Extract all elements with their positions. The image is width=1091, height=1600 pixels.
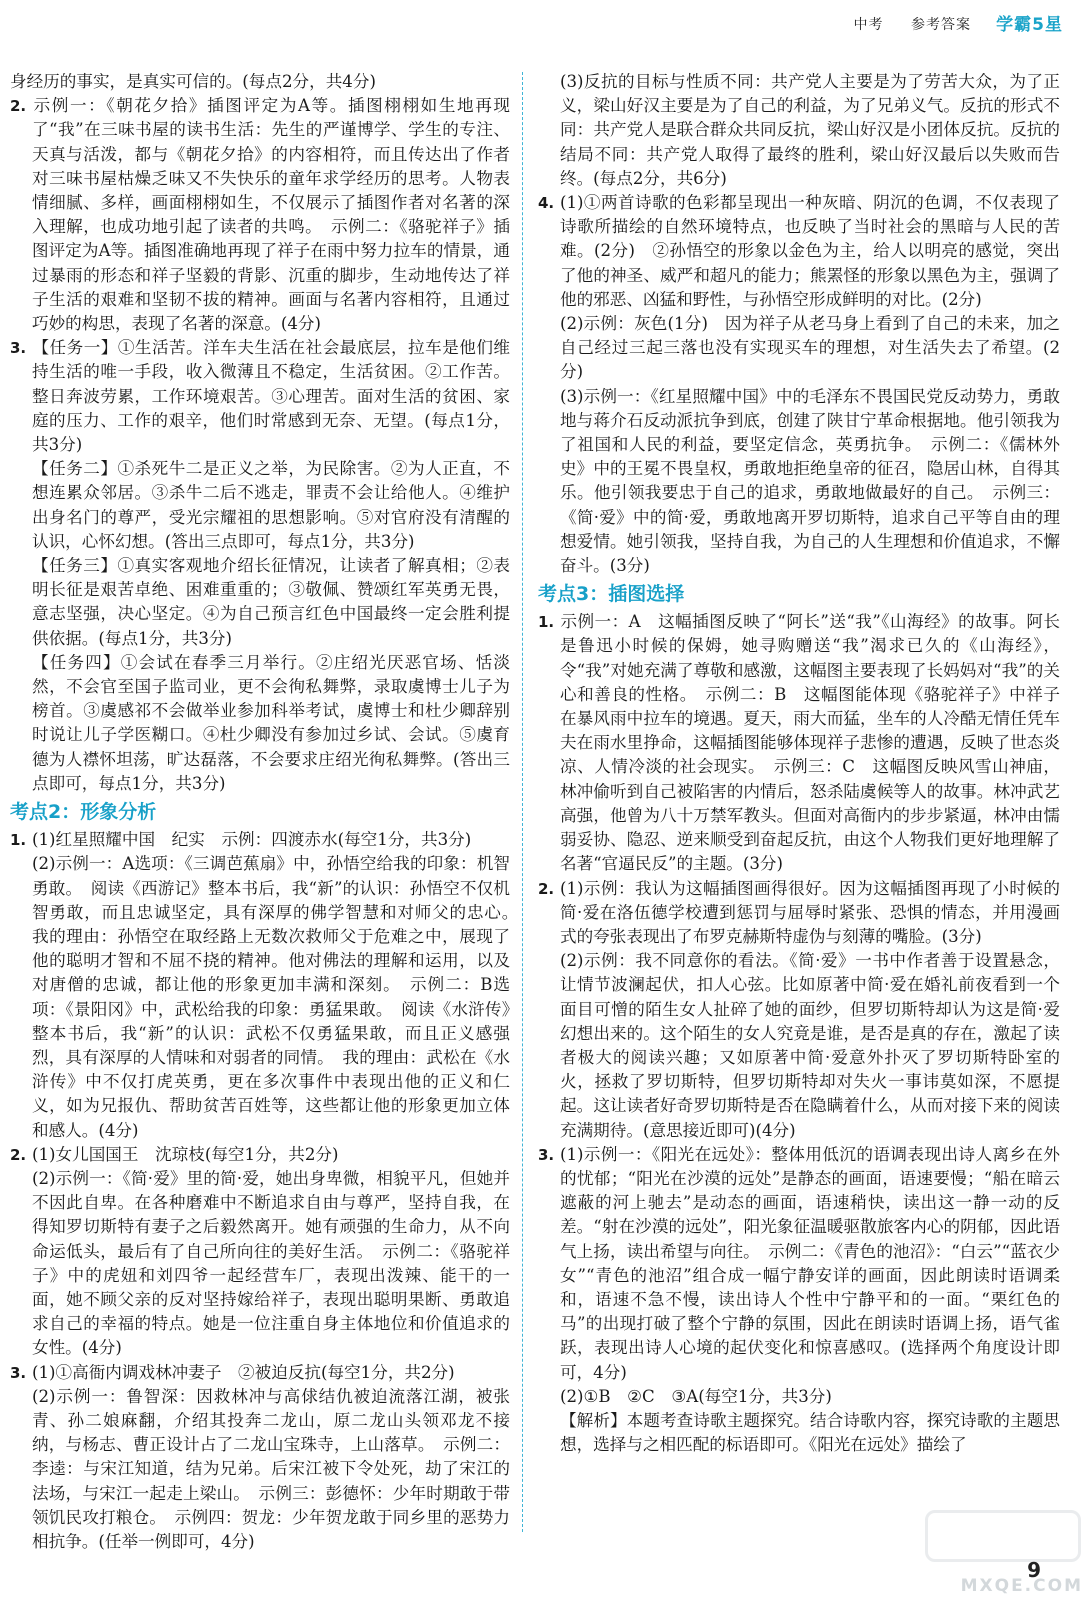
left-column (10, 70, 527, 1552)
item-text: (1)示例一：《阳光在远处》：整体用低沉的语调表现出诗人离乡在外的忧郁；“阳光在沙漠的远处”是静态的画面，语速要慢；“船在暗云遮蔽的河上驰去”是动态的画面，语速稍快，读出这一静一动的反差。“射在沙漠的远处”，阳光象征温暖驱散旅客内心的阴郁，因此语气上扬，读出希望与向往。 示例二：《青色的池沼》：“白云”“蓝衣少女”“青色的池沼”组合成一幅宁静安详的画面，因此朗读时语调柔和，语速不急不慢，读出诗人个性中宁静平和的一面。“栗红色的马”的出现打破了整个宁静的氛围，因此在朗读时语调上扬，语气雀跃，表现出诗人心境的起伏变化和惊喜感叹。(选择两个角度设计即可，4分) (560, 1144, 1060, 1382)
item-text: (1)女儿国国王 沈琼枝(每空1分，共2分) (32, 1144, 339, 1164)
item-number: 1. (538, 613, 555, 632)
item-text: (1)示例：我认为这幅插图画得很好。因为这幅插图再现了小时候的简·爱在洛伍德学校遭到惩罚与屈辱时紧张、恐惧的情态，并用漫画式的夸张表现出了布罗克赫斯特虚伪与刻薄的嘴脸。(3分) (560, 878, 1060, 946)
section-title: 插图选择 (608, 583, 685, 606)
answer-paragraph: (2)示例：我不同意你的看法。《简·爱》一书中作者善于设置悬念，让情节波澜起伏，扣人心弦。比如原著中简·爱在婚礼前夜看到一个面目可憎的陌生女人扯碎了她的面纱，但罗切斯特却认为这是简·爱幻想出来的。这个陌生的女人究竟是谁，是否是真的存在，激起了读者极大的阅读兴趣；又如原著中简·爱意外扑灭了罗切斯特卧室的火，拯救了罗切斯特，但罗切斯特却对失火一事讳莫如深，不愿提起。这让读者好奇罗切斯特是否在隐瞒着什么，从而对接下来的阅读充满期待。(意思接近即可)(4分) (560, 951, 1060, 1140)
section-label: 考点2： (10, 801, 81, 824)
item-number: 2. (538, 879, 555, 898)
answer-paragraph: (2)示例一：《简·爱》里的简·爱，她出身卑微，相貌平凡，但她并不因此自卑。在各种磨难中不断追求自由与尊严，坚持自我，在得知罗切斯特有妻子之后毅然离开。她有顽强的生命力，从不向命运低头，最后有了自己所向往的美好生活。 示例二：《骆驼祥子》中的虎妞和刘四爷一起经营车厂，表现出泼辣、能干的一面，她不顾父亲的反对坚持嫁给祥子，表现出聪明果断、勇敢追求自己的幸福的特点。她是一位注重自身主体地位和价值追求的女性。(4分) (32, 1168, 510, 1358)
item-number: 2. (10, 1145, 27, 1164)
answer-item (538, 1143, 1060, 1385)
section-heading (538, 580, 1060, 608)
answer-paragraph: 【任务二】①杀死牛二是正义之举，为民除害。②为人正直，不想连累众邻居。③杀牛二后不逃走，罪责不会让给他人。④维护出身名门的尊严，受光宗耀祖的思想影响。⑤对官府没有清醒的认识，心怀幻想。(答出三点即可，每点1分，共3分) (32, 459, 510, 551)
answer-item (538, 877, 1060, 950)
item-number: 1. (10, 831, 27, 850)
answer-paragraph: (2)示例：灰色(1分) 因为祥子从老马身上看到了自己的未来，加之自己经过三起三落也没有实现买车的理想，对生活失去了希望。(2分) (560, 314, 1060, 382)
item-text: 【任务一】①生活苦。洋车夫生活在社会最底层，拉车是他们维持生活的唯一手段，收入微薄且不稳定，生活贫困。②工作苦。整日奔波劳累，工作环境艰苦。③心理苦。面对生活的贫困、家庭的压力、工作的艰辛，他们时常感到无奈、无望。(每点1分，共3分) (32, 338, 510, 455)
answer-item (10, 1143, 510, 1167)
item-text: (1)①高衙内调戏林冲妻子 ②被迫反抗(每空1分，共2分) (32, 1362, 455, 1382)
answer-item (538, 191, 1060, 312)
watermark-stamp (925, 1510, 1081, 1562)
brand-logo: 学霸5星 (996, 15, 1063, 35)
header-labels (832, 14, 971, 34)
answer-item (10, 94, 510, 336)
answer-paragraph: (2)①B ②C ③A(每空1分，共3分) (560, 1386, 832, 1406)
answer-paragraph: 【任务四】①会试在春季三月举行。②庄绍光厌恶官场、恬淡然，不会官至国子监司业，更不会徇私舞弊，录取虞博士儿子为榜首。③虞感祁不会做举业参加科举考试，虞博士和杜少卿辞别时说让儿子学医糊口。④杜少卿没有参加过乡试、会试。⑤虞育德为人襟怀坦荡，旷达磊落，不会要求庄绍光徇私舞弊。(答出三点即可，每点1分，共3分) (32, 652, 510, 793)
answer-paragraph: (3)示例一：《红星照耀中国》中的毛泽东不畏国民党反动势力，勇敢地与蒋介石反动派抗争到底，创建了陕甘宁革命根据地。他引领我为了祖国和人民的利益，要坚定信念，英勇抗争。 示例二：《儒林外史》中的王冕不畏皇权，勇敢地拒绝皇帝的征召，隐居山林，自得其乐。他引领我要忠于自己的追求，勇敢地做最好的自己。 示例三：《简·爱》中的简·爱，勇敢地离开罗切斯特，追求自己平等自由的理想爱情。她引领我，坚持自我，为自己的人生理想和价值追求，不懈奋斗。(3分) (560, 386, 1060, 576)
answer-paragraph: 【任务三】①真实客观地介绍长征情况，让读者了解真相；②表明长征是艰苦卓绝、困难重重的；③敬佩、赞颂红军英勇无畏，意志坚强，决心坚定。④为自己预言红色中国最终一定会胜利提供依据。(每点1分，共3分) (32, 556, 510, 648)
answer-paragraph: (2)示例一：鲁智深：因救林冲与高俅结仇被迫流落江湖，被张青、孙二娘麻翻，介绍其投奔二龙山，原二龙山头领邓龙不接纳，与杨志、曹正设计占了二龙山宝珠寺，上山落草。 示例二：李逵：与宋江知道，结为兄弟。后宋江被下令处死，劫了宋江的法场，与宋江一起走上梁山。 示例三：彭德怀：少年时期敢于带领饥民攻打粮仓。 示例四：贺龙：少年贺龙敢于同乡里的恶势力相抗争。(任举一例即可，4分) (32, 1386, 510, 1551)
section-title: 形象分析 (80, 801, 157, 824)
item-number: 4. (538, 194, 555, 213)
item-number: 2. (10, 97, 27, 116)
item-text: (1)红星照耀中国 纪实 示例：四渡赤水(每空1分，共3分) (32, 830, 472, 850)
answer-paragraph: 身经历的事实，是真实可信的。(每点2分，共4分) (10, 72, 376, 91)
header-answers: 参考答案 (911, 17, 971, 33)
answer-paragraph: (3)反抗的目标与性质不同：共产党人主要是为了劳苦大众，为了正义，梁山好汉主要是为了自己的利益，为了兄弟义气。反抗的形式不同：共产党人是联合群众共同反抗，梁山好汉是小团体反抗。反抗的结局不同：共产党人取得了最终的胜利，梁山好汉最后以失败而告终。(每点2分，共6分) (560, 72, 1060, 188)
column-divider (522, 72, 523, 1532)
page-number: 9 (1027, 1558, 1041, 1582)
item-text: (1)①两首诗歌的色彩都呈现出一种灰暗、阴沉的色调，不仅表现了诗歌所描绘的自然环境特点，也反映了当时社会的黑暗与人民的苦难。(2分) ②孙悟空的形象以金色为主，给人以明亮的感觉，突出了他的神圣、威严和超凡的能力；熊罴怪的形象以黑色为主，强调了他的邪恶、凶猛和野性，与孙悟空形成鲜明的对比。(2分) (560, 193, 1060, 309)
answer-paragraph: 【解析】本题考查诗歌主题探究。结合诗歌内容，探究诗歌的主题思想，选择与之相匹配的标语即可。《阳光在远处》描绘了 (560, 1410, 1060, 1455)
section-heading (10, 798, 510, 826)
section-label: 考点3： (538, 583, 609, 606)
item-text: 示例一：A 这幅插图反映了“阿长”送“我”《山海经》的故事。阿长是鲁迅小时候的保姆，她寻购赠送“我”渴求已久的《山海经》，令“我”对她充满了尊敬和感激，这幅图主要表现了长妈妈对“我”的关心和善良的性格。 示例二：B 这幅图能体现《骆驼祥子》中祥子在暴风雨中拉车的境遇。夏天，雨大而猛，坐车的人冷酷无情任凭车夫在雨水里挣命，这幅插图能够体现祥子悲惨的遭遇，反映了世态炎凉、人情冷淡的社会现实。 示例三：C 这幅图反映风雪山神庙，林冲偷听到自己被陷害的内情后，怒杀陆虞候等人的故事。林冲武艺高强，他曾为八十万禁军教头。但面对高衙内的步步紧逼，林冲由懦弱妥协、隐忍、逆来顺受到奋起反抗，由这个人物我们更好地理解了名著“官逼民反”的主题。(3分) (560, 612, 1060, 874)
answer-item (10, 336, 510, 457)
item-number: 3. (538, 1145, 555, 1164)
page-header (0, 0, 1091, 68)
right-column (538, 70, 1060, 1552)
answer-item (538, 610, 1060, 876)
answer-item (10, 1361, 510, 1385)
item-number: 3. (10, 1363, 27, 1382)
watermark-text: MXQE.COM (960, 1576, 1083, 1596)
answer-item (10, 828, 510, 852)
answer-paragraph: (2)示例一：A选项：《三调芭蕉扇》中，孙悟空给我的印象：机智勇敢。 阅读《西游记》整本书后，我“新”的认识：孙悟空不仅机智勇敢，而且忠诚坚定，具有深厚的佛学智慧和对师父的忠心。 我的理由：孙悟空在取经路上无数次救师父于危难之中，展现了他的聪明才智和不屈不挠的精神。他对佛法的理解和运用，以及对唐僧的忠诚，都让他的形象更加丰满和深刻。 示例二：B选项：《景阳冈》中，武松给我的印象：勇猛果敢。 阅读《水浒传》整本书后，我“新”的认识：武松不仅勇猛果敢，而且正义感强烈，具有深厚的人情味和对弱者的同情。 我的理由：武松在《水浒传》中不仅打虎英勇，更在多次事件中表现出他的正义和仁义，如为兄报仇、帮助贫苦百姓等，这些都让他的形象更加立体和感人。(4分) (32, 854, 527, 1140)
item-number: 3. (10, 339, 27, 358)
item-text: 示例一：《朝花夕拾》插图评定为A等。插图栩栩如生地再现了“我”在三味书屋的读书生活：先生的严谨博学、学生的专注、天真与活泼，都与《朝花夕拾》的内容相符，而且传达出了作者对三味书屋枯燥乏味又不失快乐的童年求学经历的思考。人物表情细腻、多样，画面栩栩如生，不仅展示了插图作者对名著的深入理解，也成功地引起了读者的共鸣。 示例二：《骆驼祥子》插图评定为A等。插图准确地再现了祥子在雨中努力拉车的情景，通过暴雨的形态和祥子坚毅的背影、沉重的脚步，生动地传达了祥子生活的艰难和坚韧不拔的精神。画面与名著内容相符，且通过巧妙的构思，表现了名著的深意。(4分) (32, 96, 510, 334)
header-exam: 中考 (853, 17, 884, 33)
